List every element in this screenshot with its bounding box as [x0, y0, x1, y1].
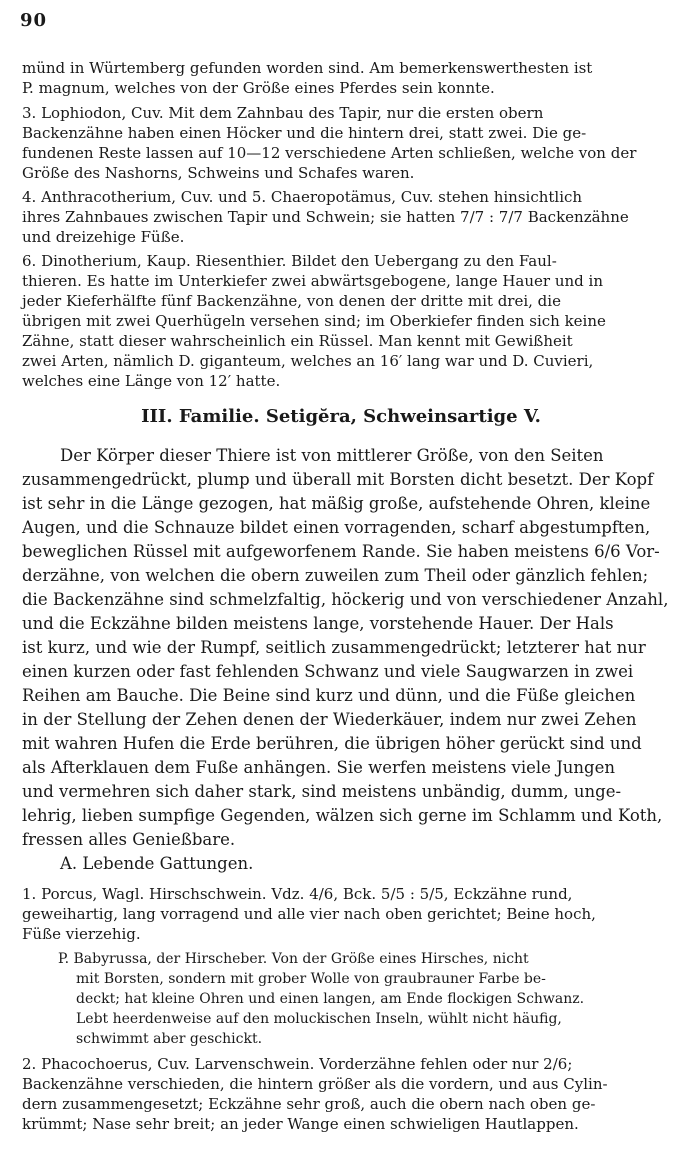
text-line: Backenzähne verschieden, die hintern größer als die vordern, und aus Cylin- — [22, 1075, 608, 1093]
text-line: Größe des Nashorns, Schweins und Schafes waren. — [22, 164, 415, 182]
text-line: mit Borsten, sondern mit grober Wolle von graubrauner Farbe be- — [76, 971, 546, 987]
text-line: schwimmt aber geschickt. — [76, 1031, 263, 1047]
text-line: welches eine Länge von 12′ hatte. — [22, 372, 281, 390]
text-line: derzähne, von welchen die obern zuweilen zum Theil oder gänzlich fehlen; — [22, 566, 649, 585]
text-line: Backenzähne haben einen Höcker und die hintern drei, statt zwei. Die ge- — [22, 124, 587, 142]
text-line: Lebt heerdenweise auf den moluckischen Inseln, wühlt nicht häufig, — [76, 1011, 562, 1027]
text-line: P. magnum, welches von der Größe eines Pferdes sein konnte. — [22, 79, 495, 97]
text-line: 3. Lophiodon, Cuv. Mit dem Zahnbau des Tapir, nur die ersten obern — [22, 104, 544, 122]
text-line: fressen alles Genießbare. — [22, 830, 236, 849]
text-line: beweglichen Rüssel mit aufgeworfenem Rande. Sie haben meistens 6/6 Vor- — [22, 542, 660, 561]
text-line: jeder Kieferhälfte fünf Backenzähne, von denen der dritte mit drei, die — [22, 292, 561, 310]
text-line: und vermehren sich daher stark, sind meistens unbändig, dumm, unge- — [22, 782, 622, 801]
text-line: thieren. Es hatte im Unterkiefer zwei abwärtsgebogene, lange Hauer und in — [22, 272, 603, 290]
text-line: übrigen mit zwei Querhügeln versehen sind; im Oberkiefer finden sich keine — [22, 312, 606, 330]
text-line: fundenen Reste lassen auf 10—12 verschiedene Arten schließen, welche von der — [22, 144, 637, 162]
text-line: Der Körper dieser Thiere ist von mittlerer Größe, von den Seiten — [60, 446, 604, 465]
text-line: krümmt; Nase sehr breit; an jeder Wange einen schwieligen Hautlappen. — [22, 1115, 579, 1133]
text-line: 6. Dinotherium, Kaup. Riesenthier. Bildet den Uebergang zu den Faul- — [22, 252, 557, 270]
text-line: 4. Anthracotherium, Cuv. und 5. Chaeropotämus, Cuv. stehen hinsichtlich — [22, 188, 583, 206]
text-line: lehrig, lieben sumpfige Gegenden, wälzen sich gerne im Schlamm und Koth, — [22, 806, 663, 825]
text-line: Reihen am Bauche. Die Beine sind kurz und dünn, und die Füße gleichen — [22, 686, 636, 705]
text-line: ist kurz, und wie der Rumpf, seitlich zusammengedrückt; letzterer hat nur — [22, 638, 646, 657]
text-line: einen kurzen oder fast fehlenden Schwanz und viele Saugwarzen in zwei — [22, 662, 634, 681]
text-line: als Afterklauen dem Fuße anhängen. Sie werfen meistens viele Jungen — [22, 758, 616, 777]
family-heading: III. Familie. Setigĕra, Schweinsartige V. — [141, 406, 541, 427]
text-line: ihres Zahnbaues zwischen Tapir und Schwein; sie hatten 7/7 : 7/7 Backenzähne — [22, 208, 629, 226]
text-line: 2. Phacochoerus, Cuv. Larvenschwein. Vorderzähne fehlen oder nur 2/6; — [22, 1055, 573, 1073]
text-line: zusammengedrückt, plump und überall mit Borsten dicht besetzt. Der Kopf — [22, 470, 654, 489]
text-line: deckt; hat kleine Ohren und einen langen, am Ende flockigen Schwanz. — [76, 991, 585, 1007]
text-line: Füße vierzehig. — [22, 925, 141, 943]
text-line: und die Eckzähne bilden meistens lange, vorstehende Hauer. Der Hals — [22, 614, 614, 633]
text-line: zwei Arten, nämlich D. giganteum, welches an 16′ lang war und D. Cuvieri, — [22, 352, 594, 370]
page-number: 90 — [20, 10, 48, 31]
text-line: geweihartig, lang vorragend und alle vier nach oben gerichtet; Beine hoch, — [22, 905, 596, 923]
text-line: 1. Porcus, Wagl. Hirschschwein. Vdz. 4/6, Bck. 5/5 : 5/5, Eckzähne rund, — [22, 885, 573, 903]
text-line: in der Stellung der Zehen denen der Wiederkäuer, indem nur zwei Zehen — [22, 710, 637, 729]
text-line: dern zusammengesetzt; Eckzähne sehr groß, auch die obern nach oben ge- — [22, 1095, 596, 1113]
text-line: die Backenzähne sind schmelzfaltig, höckerig und von verschiedener Anzahl, — [22, 590, 669, 609]
text-line: münd in Würtemberg gefunden worden sind. Am bemerkenswerthesten ist — [22, 59, 593, 77]
text-line: Augen, und die Schnauze bildet einen vorragenden, scharf abgestumpften, — [22, 518, 651, 537]
text-line: mit wahren Hufen die Erde berühren, die übrigen höher gerückt sind und — [22, 734, 642, 753]
text-line: P. Babyrussa, der Hirscheber. Von der Größe eines Hirsches, nicht — [58, 951, 529, 967]
text-line: und dreizehige Füße. — [22, 228, 185, 246]
section-subheading: A. Lebende Gattungen. — [60, 854, 254, 873]
text-line: ist sehr in die Länge gezogen, hat mäßig große, aufstehende Ohren, kleine — [22, 494, 651, 513]
text-line: Zähne, statt dieser wahrscheinlich ein Rüssel. Man kennt mit Gewißheit — [22, 332, 573, 350]
